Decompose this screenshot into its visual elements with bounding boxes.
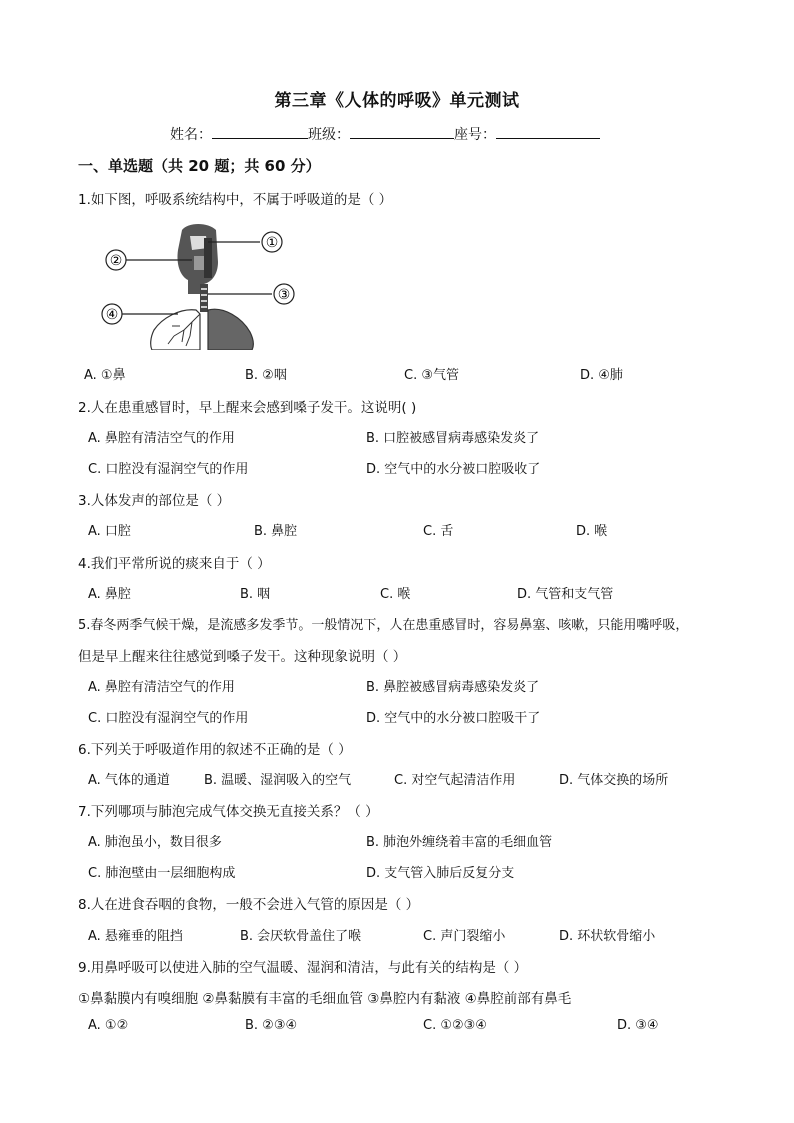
page-title: 第三章《人体的呼吸》单元测试 — [274, 91, 520, 111]
section-heading: 一、单选题（共 20 题；共 60 分） — [78, 157, 321, 175]
seat-blank[interactable] — [496, 124, 600, 139]
q2-option-a[interactable]: A. 鼻腔有清洁空气的作用 — [88, 431, 235, 446]
question-3: 3.人体发声的部位是（ ） — [78, 493, 231, 509]
question-2: 2.人在患重感冒时，早上醒来会感到嗓子发干。这说明( ) — [78, 400, 417, 416]
q4-option-d[interactable]: D. 气管和支气管 — [517, 587, 614, 602]
q3-option-b[interactable]: B. 鼻腔 — [254, 524, 298, 539]
q4-option-a[interactable]: A. 鼻腔 — [88, 587, 131, 602]
q9-option-c[interactable]: C. ①②③④ — [423, 1018, 487, 1033]
question-6: 6.下列关于呼吸道作用的叙述不正确的是（ ） — [78, 742, 352, 758]
question-5-continued: 但是早上醒来往往感觉到嗓子发干。这种现象说明（ ） — [78, 649, 407, 665]
q1-option-a[interactable]: A. ①鼻 — [84, 368, 126, 383]
name-label: 姓名： — [170, 127, 212, 143]
q1-option-d[interactable]: D. ④肺 — [580, 368, 623, 383]
respiratory-system-figure — [100, 218, 306, 350]
q3-option-c[interactable]: C. 舌 — [423, 524, 454, 539]
q8-option-d[interactable]: D. 环状软骨缩小 — [559, 929, 656, 944]
q9-option-a[interactable]: A. ①② — [88, 1018, 129, 1033]
q9-option-b[interactable]: B. ②③④ — [245, 1018, 298, 1033]
question-9-statements: ①鼻黏膜内有嗅细胞 ②鼻黏膜有丰富的毛细血管 ③鼻腔内有黏液 ④鼻腔前部有鼻毛 — [78, 991, 572, 1007]
q3-option-a[interactable]: A. 口腔 — [88, 524, 131, 539]
q8-option-a[interactable]: A. 悬雍垂的阻挡 — [88, 929, 183, 944]
q7-option-d[interactable]: D. 支气管入肺后反复分支 — [366, 866, 515, 881]
q5-option-a[interactable]: A. 鼻腔有清洁空气的作用 — [88, 680, 235, 695]
q7-option-b[interactable]: B. 肺泡外缠绕着丰富的毛细血管 — [366, 835, 553, 850]
q6-option-b[interactable]: B. 温暖、湿润吸入的空气 — [204, 773, 352, 788]
q3-option-d[interactable]: D. 喉 — [576, 524, 608, 539]
q5-option-b[interactable]: B. 鼻腔被感冒病毒感染发炎了 — [366, 680, 540, 695]
figure-label-2: ② — [109, 253, 123, 269]
figure-label-1: ① — [265, 235, 279, 251]
question-8: 8.人在进食吞咽的食物，一般不会进入气管的原因是（ ） — [78, 897, 420, 913]
q8-option-c[interactable]: C. 声门裂缩小 — [423, 929, 506, 944]
figure-label-4: ④ — [105, 307, 119, 323]
q2-option-d[interactable]: D. 空气中的水分被口腔吸收了 — [366, 462, 541, 477]
q2-option-c[interactable]: C. 口腔没有湿润空气的作用 — [88, 462, 249, 477]
q7-option-a[interactable]: A. 肺泡虽小，数目很多 — [88, 835, 222, 850]
q6-option-d[interactable]: D. 气体交换的场所 — [559, 773, 669, 788]
q6-option-a[interactable]: A. 气体的通道 — [88, 773, 170, 788]
class-blank[interactable] — [350, 124, 454, 139]
seat-label: 座号： — [454, 127, 496, 143]
figure-label-3: ③ — [277, 287, 291, 303]
q1-option-c[interactable]: C. ③气管 — [404, 368, 459, 383]
q5-option-d[interactable]: D. 空气中的水分被口腔吸干了 — [366, 711, 541, 726]
q9-option-d[interactable]: D. ③④ — [617, 1018, 659, 1033]
q4-option-b[interactable]: B. 咽 — [240, 587, 271, 602]
q1-option-b[interactable]: B. ②咽 — [245, 368, 287, 383]
class-label: 班级： — [308, 127, 350, 143]
q6-option-c[interactable]: C. 对空气起清洁作用 — [394, 773, 516, 788]
question-9: 9.用鼻呼吸可以使进入肺的空气温暖、湿润和清洁，与此有关的结构是（ ） — [78, 960, 528, 976]
q2-option-b[interactable]: B. 口腔被感冒病毒感染发炎了 — [366, 431, 540, 446]
q7-option-c[interactable]: C. 肺泡壁由一层细胞构成 — [88, 866, 236, 881]
q8-option-b[interactable]: B. 会厌软骨盖住了喉 — [240, 929, 362, 944]
question-5: 5.春冬两季气候干燥，是流感多发季节。一般情况下，人在患重感冒时，容易鼻塞、咳嗽，只能用嘴呼吸， — [78, 618, 689, 633]
question-4: 4.我们平常所说的痰来自于（ ） — [78, 556, 271, 572]
student-info-line — [170, 124, 600, 144]
name-blank[interactable] — [212, 124, 308, 139]
q4-option-c[interactable]: C. 喉 — [380, 587, 411, 602]
question-1: 1.如下图，呼吸系统结构中，不属于呼吸道的是（ ） — [78, 192, 393, 208]
question-7: 7.下列哪项与肺泡完成气体交换无直接关系？（ ） — [78, 804, 379, 820]
q5-option-c[interactable]: C. 口腔没有湿润空气的作用 — [88, 711, 249, 726]
